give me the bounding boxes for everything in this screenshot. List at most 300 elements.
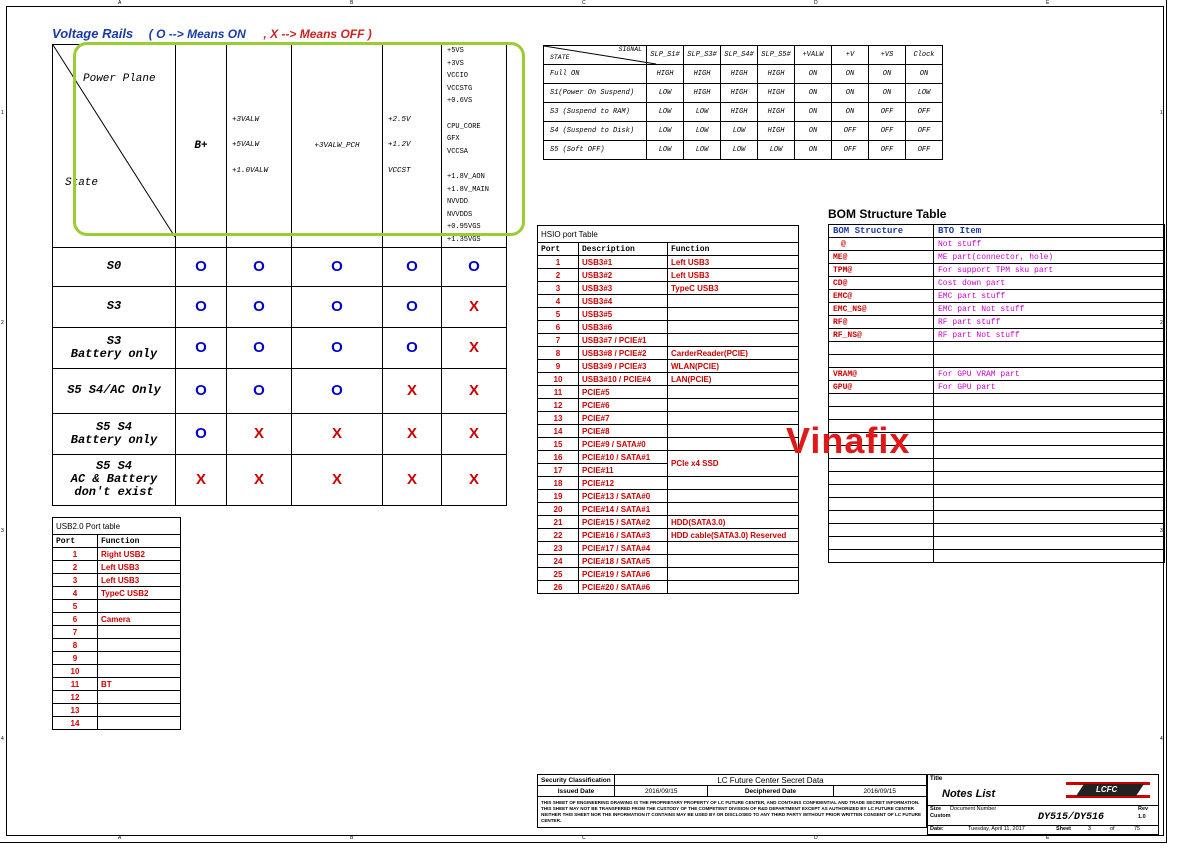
zone-marker: E [1046,835,1050,841]
vr-state-name [53,368,176,413]
hsio-cell: USB3#9 / PCIE#3 [579,360,668,373]
bom-cell: TPM@ [829,264,934,277]
off-mark: X [468,381,479,399]
hsio-cell [668,477,799,490]
st-header-cell: +V [832,46,869,65]
bom-cell: For GPU VRAM part [934,368,1165,381]
bom-cell [934,550,1165,563]
tb-row-dates [538,786,927,797]
usb-cell: 13 [53,704,98,717]
st-value-cell: ON [795,141,832,160]
st-value-cell: ON [795,84,832,103]
hsio-cell: USB3#1 [579,256,668,269]
bom-cell: ME@ [829,251,934,264]
st-value-cell: HIGH [684,84,721,103]
vr-value-cell [292,286,383,327]
vr-state-name [53,327,176,368]
bom-row [829,537,1165,550]
off-mark: X [406,424,417,442]
off-mark: X [331,424,342,442]
hsio-header-cell: Description [579,243,668,256]
st-value-cell: OFF [869,122,906,141]
hsio-row [538,282,799,295]
hsio-cell: Left USB3 [668,256,799,269]
st-state-name: S4 (Suspend to Disk) [544,122,647,141]
hsio-cell [668,321,799,334]
hsio-cell: CarderReader(PCIE) [668,347,799,360]
st-value-cell: ON [869,84,906,103]
bom-cell: RF_NS@ [829,329,934,342]
zone-marker: C [582,835,586,841]
usb-row [53,665,181,678]
hsio-cell: USB3#6 [579,321,668,334]
hsio-row [538,503,799,516]
date-value: Tuesday, April 11, 2017 [968,826,1025,832]
zone-marker: D [814,835,818,841]
hsio-row [538,256,799,269]
title-block [537,774,1161,834]
bom-cell: EMC part stuff [934,290,1165,303]
usb-cell: Left USB3 [98,561,181,574]
bom-cell: CD@ [829,277,934,290]
usb-cell [98,691,181,704]
on-mark: O [195,338,207,356]
vr-value-cell [176,454,227,505]
on-mark: O [331,257,343,275]
bom-cell [829,472,934,485]
st-header-cell: SLP_S5# [758,46,795,65]
vr-value-cell [176,247,227,286]
usb-cell: 1 [53,548,98,561]
hsio-header-cell: Port [538,243,579,256]
hsio-cell [668,295,799,308]
vr-value-cell [442,454,507,505]
st-corner-cell [544,46,647,65]
bom-cell [934,420,1165,433]
hsio-cell: 5 [538,308,579,321]
st-row [544,141,943,160]
zone-marker: E [1046,0,1050,6]
off-mark: X [253,470,264,488]
bom-cell [934,472,1165,485]
vr-value-cell [442,247,507,286]
usb-cell [98,626,181,639]
usb-row [53,704,181,717]
hsio-cell: 10 [538,373,579,386]
hsio-cell: PCIE#15 / SATA#2 [579,516,668,529]
on-mark: O [406,297,418,315]
vr-value-cell [292,327,383,368]
usb-header-cell: Port [53,535,98,548]
usb-row [53,652,181,665]
on-mark: O [195,424,207,442]
vr-value-cell [292,454,383,505]
bom-row [829,524,1165,537]
vr-state-row [53,413,507,454]
st-value-cell: ON [832,65,869,84]
hsio-cell: USB3#7 / PCIE#1 [579,334,668,347]
st-value-cell: OFF [906,122,943,141]
vr-state-row [53,286,507,327]
usb-row [53,587,181,600]
usb-cell: 11 [53,678,98,691]
hsio-cell: PCIE#16 / SATA#3 [579,529,668,542]
vr-value-cell [383,247,442,286]
usb-title: USB2.0 Port table [53,518,181,535]
highlight-box [73,42,525,236]
off-mark: X [468,297,479,315]
st-value-cell: ON [906,65,943,84]
usb-row [53,548,181,561]
st-value-cell: HIGH [758,122,795,141]
bom-row [829,329,1165,342]
of-value: 75 [1134,826,1141,832]
bom-cell [934,342,1165,355]
bom-cell [934,524,1165,537]
st-state-name: S3 (Suspend to RAM) [544,103,647,122]
hsio-cell: 8 [538,347,579,360]
on-mark: O [331,297,343,315]
bom-cell: @ [829,238,934,251]
st-value-cell: LOW [684,122,721,141]
st-value-cell: LOW [684,141,721,160]
st-value-cell: HIGH [647,65,684,84]
hsio-row [538,451,799,464]
st-header-cell: SLP_S1# [647,46,684,65]
bom-cell: For GPU part [934,381,1165,394]
docnum-value: DY515/DY516 [1038,812,1105,823]
hsio-cell: 1 [538,256,579,269]
st-row [544,122,943,141]
usb-row [53,574,181,587]
usb-cell [98,639,181,652]
vr-col-label: +3VALW_PCH [314,142,360,151]
on-mark: O [195,381,207,399]
hsio-cell: PCIE#5 [579,386,668,399]
vr-value-cell [383,327,442,368]
zone-marker: 3 [1,528,4,534]
usb-cell: 2 [53,561,98,574]
hsio-cell: PCIE#7 [579,412,668,425]
st-state-name: S1(Power On Suspend) [544,84,647,103]
bom-row [829,394,1165,407]
hsio-cell: 22 [538,529,579,542]
usb-cell: TypeC USB2 [98,587,181,600]
zone-marker: D [814,0,818,6]
st-value-cell: OFF [832,141,869,160]
legend-off: , X --> Means OFF ) [263,27,372,41]
usb-cell [98,665,181,678]
bom-row [829,316,1165,329]
hsio-cell: PCIe x4 SSD [668,451,799,477]
usb-cell: Right USB2 [98,548,181,561]
hsio-cell: 13 [538,412,579,425]
hsio-cell [668,308,799,321]
vr-state-label: S3 [106,299,122,313]
hsio-cell: 15 [538,438,579,451]
bom-cell [829,537,934,550]
zone-marker: A [118,0,122,6]
bom-row [829,290,1165,303]
usb-header-row [53,535,181,548]
zone-marker: 1 [1160,110,1163,116]
hsio-cell: 17 [538,464,579,477]
vr-state-label: S5 S4/AC Only [67,383,161,397]
hsio-cell: PCIE#19 / SATA#6 [579,568,668,581]
hsio-title: HSIO port Table [538,226,799,243]
vr-state-row [53,368,507,413]
proprietary-notice: THIS SHEET OF ENGINEERING DRAWING IS THE PROPRIETARY PROPERTY OF LC FUTURE CENTER, AND CONTAINS CONFIDENTIAL AND TRADE SECRET INFORMATION. THIS SHEET MAY NOT BE TRANSFERED FROM THE CUSTODY OF THE COMPETENT DIVISION OF R&D DEPARTMENT EXCEPT AS AUTHORIZED BY LC FUTURE CENTER NEITHER THIS SHEET NOR THE INFORMATION IT CONTAINS MAY BE USED BY OR DISCLOSED TO ANY THIRD PARTY WITHOUT PRIOR WRITTEN CONSENT OF LC FUTURE CENTER. [538,797,927,828]
hsio-cell: 2 [538,269,579,282]
st-value-cell: HIGH [758,65,795,84]
hsio-row [538,568,799,581]
size-label: Size [930,806,942,812]
hsio-cell [668,425,799,438]
st-value-cell: LOW [647,103,684,122]
on-mark: O [406,257,418,275]
off-mark: X [406,381,417,399]
hsio-cell: 12 [538,399,579,412]
bom-row [829,251,1165,264]
st-row [544,65,943,84]
bom-row [829,264,1165,277]
hsio-cell: PCIE#10 / SATA#1 [579,451,668,464]
hsio-cell: USB3#5 [579,308,668,321]
hsio-cell: WLAN(PCIE) [668,360,799,373]
bom-cell: VRAM@ [829,368,934,381]
st-value-cell: HIGH [721,84,758,103]
usb-row [53,626,181,639]
off-mark: X [468,470,479,488]
st-value-cell: LOW [684,103,721,122]
hsio-row [538,373,799,386]
hsio-row [538,477,799,490]
bom-cell: RF part Not stuff [934,329,1165,342]
bom-row [829,407,1165,420]
voltage-rails-label: Voltage Rails [52,26,134,41]
vr-value-cell [227,368,292,413]
vr-value-cell [176,368,227,413]
st-value-cell: LOW [906,84,943,103]
bom-cell: Not stuff [934,238,1165,251]
zone-marker: 2 [1,320,4,326]
usb-row [53,600,181,613]
usb-row [53,678,181,691]
bom-row [829,485,1165,498]
hsio-cell: 23 [538,542,579,555]
vr-value-cell [176,413,227,454]
vr-value-cell [227,454,292,505]
hsio-cell: PCIE#20 / SATA#6 [579,581,668,594]
date-label: Date: [930,826,944,832]
usb-cell: 6 [53,613,98,626]
hsio-cell: 25 [538,568,579,581]
zone-marker: 4 [1,736,4,742]
vr-value-cell [442,413,507,454]
vr-value-cell [227,286,292,327]
bom-row [829,472,1165,485]
watermark-text: Vinafix [786,420,911,461]
zone-marker: B [350,0,354,6]
tb-row-notice [538,797,927,828]
bom-cell [829,511,934,524]
usb-cell: Left USB3 [98,574,181,587]
hsio-cell: USB3#2 [579,269,668,282]
vr-state-name [53,286,176,327]
on-mark: O [253,338,265,356]
st-value-cell: ON [795,122,832,141]
vr-state-name [53,413,176,454]
vr-state-row [53,454,507,505]
bom-cell: EMC@ [829,290,934,303]
hsio-row [538,347,799,360]
bom-cell [934,407,1165,420]
vr-col-label: +5VS +3VS VCCIO VCCSTG +0.6VS CPU_CORE GFX VCCSA +1.8V_AON +1.8V_MAIN NVVDD NVVDDS +0.95VGS +1.35VGS [447,47,490,244]
vr-value-cell [383,413,442,454]
bom-cell [829,355,934,368]
bom-cell: ME part(connector, hole) [934,251,1165,264]
off-mark: X [406,470,417,488]
hsio-cell [668,399,799,412]
usb-cell: 7 [53,626,98,639]
st-header-cell: Clock [906,46,943,65]
bom-cell [829,394,934,407]
usb-row [53,613,181,626]
vr-value-cell [292,247,383,286]
bom-cell: EMC part Not stuff [934,303,1165,316]
hsio-row [538,516,799,529]
hsio-cell: PCIE#13 / SATA#0 [579,490,668,503]
usb-cell: 10 [53,665,98,678]
hsio-cell [668,503,799,516]
sec-class-value: LC Future Center Secret Data [615,775,927,786]
vr-value-cell [176,286,227,327]
hsio-cell: 6 [538,321,579,334]
hsio-cell: 7 [538,334,579,347]
bom-header-row [829,225,1165,238]
st-value-cell: OFF [832,122,869,141]
bom-cell [934,446,1165,459]
st-value-cell: OFF [869,103,906,122]
hsio-cell: USB3#4 [579,295,668,308]
hsio-row [538,334,799,347]
hsio-cell [668,386,799,399]
vr-value-cell [227,247,292,286]
hsio-row [538,542,799,555]
hsio-cell: 18 [538,477,579,490]
st-header-cell: +VS [869,46,906,65]
hsio-cell: HDD cable(SATA3.0) Reserved [668,529,799,542]
docnum-label: Document Number [950,806,997,812]
st-value-cell: LOW [647,122,684,141]
bom-cell [829,407,934,420]
st-value-cell: LOW [758,141,795,160]
st-value-cell: ON [795,65,832,84]
hsio-cell: PCIE#18 / SATA#5 [579,555,668,568]
bom-cell [934,498,1165,511]
st-row [544,84,943,103]
deciph-value: 2016/09/15 [833,786,927,797]
zone-marker: 1 [1,110,4,116]
usb-cell: 12 [53,691,98,704]
hsio-cell: USB3#3 [579,282,668,295]
state-label: State [65,177,99,189]
bom-cell [934,433,1165,446]
usb-cell: 4 [53,587,98,600]
vr-value-cell [442,286,507,327]
deciph-label: Deciphered Date [708,786,833,797]
voltage-rails-title [52,26,372,41]
vr-state-row [53,247,507,286]
st-value-cell: HIGH [721,65,758,84]
hsio-row [538,269,799,282]
usb-cell [98,704,181,717]
vr-value-cell [383,454,442,505]
usb-cell [98,600,181,613]
hsio-cell: 20 [538,503,579,516]
off-mark: X [331,470,342,488]
vr-value-cell [176,327,227,368]
sheet-value: 3 [1088,826,1092,832]
bom-structure-table [828,224,1165,563]
hsio-cell: PCIE#14 / SATA#1 [579,503,668,516]
bom-cell: Cost down part [934,277,1165,290]
st-value-cell: HIGH [758,103,795,122]
hsio-port-table [537,225,799,594]
st-value-cell: ON [832,84,869,103]
usb-cell: 5 [53,600,98,613]
hsio-cell: 21 [538,516,579,529]
off-mark: X [253,424,264,442]
hsio-row [538,399,799,412]
hsio-cell: PCIE#9 / SATA#0 [579,438,668,451]
off-mark: X [195,470,206,488]
bom-cell [829,342,934,355]
title-label: Title [930,776,943,782]
st-value-cell: LOW [647,141,684,160]
vr-col-label: +3VALW +5VALW +1.0VALW [232,116,269,175]
hsio-cell: 4 [538,295,579,308]
st-value-cell: HIGH [721,103,758,122]
hsio-cell: PCIE#17 / SATA#4 [579,542,668,555]
hsio-header-row [538,243,799,256]
vr-value-cell [383,286,442,327]
hsio-cell [668,412,799,425]
st-value-cell: HIGH [684,65,721,84]
st-value-cell: LOW [721,122,758,141]
hsio-row [538,555,799,568]
st-header-cell: SLP_S3# [684,46,721,65]
vr-state-label: S3 Battery only [70,333,158,361]
hsio-row [538,295,799,308]
hsio-row [538,490,799,503]
usb-cell: 8 [53,639,98,652]
st-value-cell: LOW [647,84,684,103]
vr-state-label: S5 S4 Battery only [70,419,158,447]
st-state-label: STATE [550,54,570,61]
bom-cell [934,511,1165,524]
rev-value: 1.0 [1138,814,1146,820]
hsio-cell: LAN(PCIE) [668,373,799,386]
bom-cell [829,524,934,537]
doc-cell [927,805,1159,826]
sec-class-label: Security Classification [538,775,615,786]
hsio-cell: HDD(SATA3.0) [668,516,799,529]
on-mark: O [195,297,207,315]
zone-marker: A [118,835,122,841]
st-value-cell: ON [832,103,869,122]
hsio-cell: Left USB3 [668,269,799,282]
